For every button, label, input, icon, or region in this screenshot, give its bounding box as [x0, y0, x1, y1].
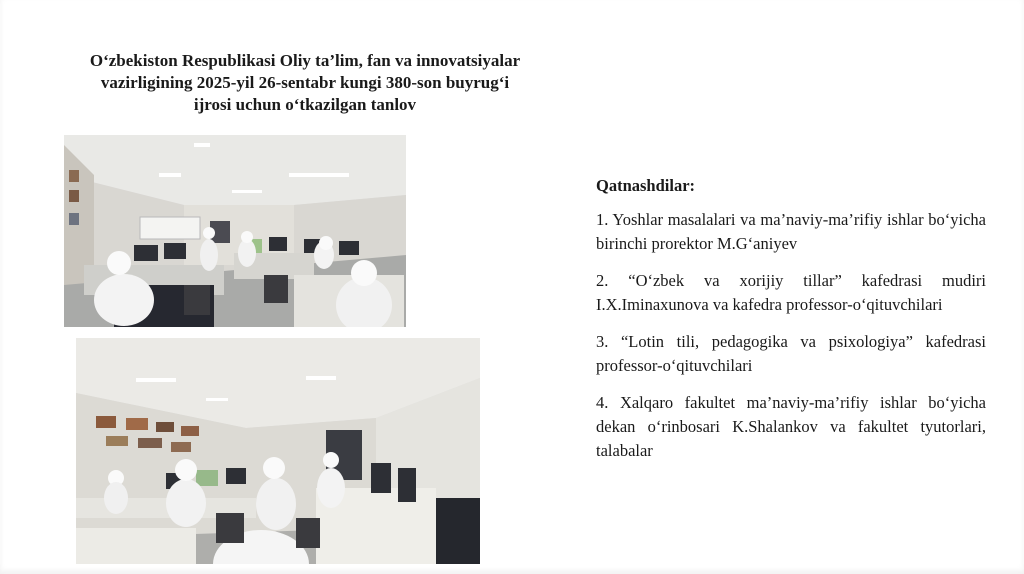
classroom-photo-icon — [64, 135, 406, 327]
title-line-1: O‘zbekiston Respublikasi Oliy ta’lim, fan va innovatsiyalar — [89, 51, 521, 70]
participant-item: 3. “Lotin tili, pedagogika va psixologiya” kafedrasi professor-o‘qituvchilari — [596, 332, 986, 375]
slide-title — [40, 50, 570, 116]
participant-item: 1. Yoshlar masalalari va ma’naviy-ma’rifiy ishlar bo‘yicha birinchi prorektor M.G‘aniyev — [596, 210, 986, 253]
participants-heading: Qatnashdilar: — [596, 176, 696, 195]
participant-item: 4. Xalqaro fakultet ma’naviy-ma’rifiy ishlar bo‘yicha dekan o‘rinbosari K.Shalankov va fakultet tyutorlari, talabalar — [596, 393, 986, 460]
classroom-photo-1 — [64, 135, 406, 327]
title-line-3: ijrosi uchun o‘tkazilgan tanlov — [193, 95, 417, 114]
participant-item: 2. “O‘zbek va xorijiy tillar” kafedrasi mudiri I.X.Iminaxunova va kafedra professor-o‘qituvchilari — [596, 271, 986, 314]
participants-section — [596, 174, 986, 476]
classroom-photo-2 — [76, 338, 480, 564]
title-line-2: vazirligining 2025-yil 26-sentabr kungi 380-son buyrug‘i — [100, 73, 510, 92]
classroom-photo-icon — [76, 338, 480, 564]
